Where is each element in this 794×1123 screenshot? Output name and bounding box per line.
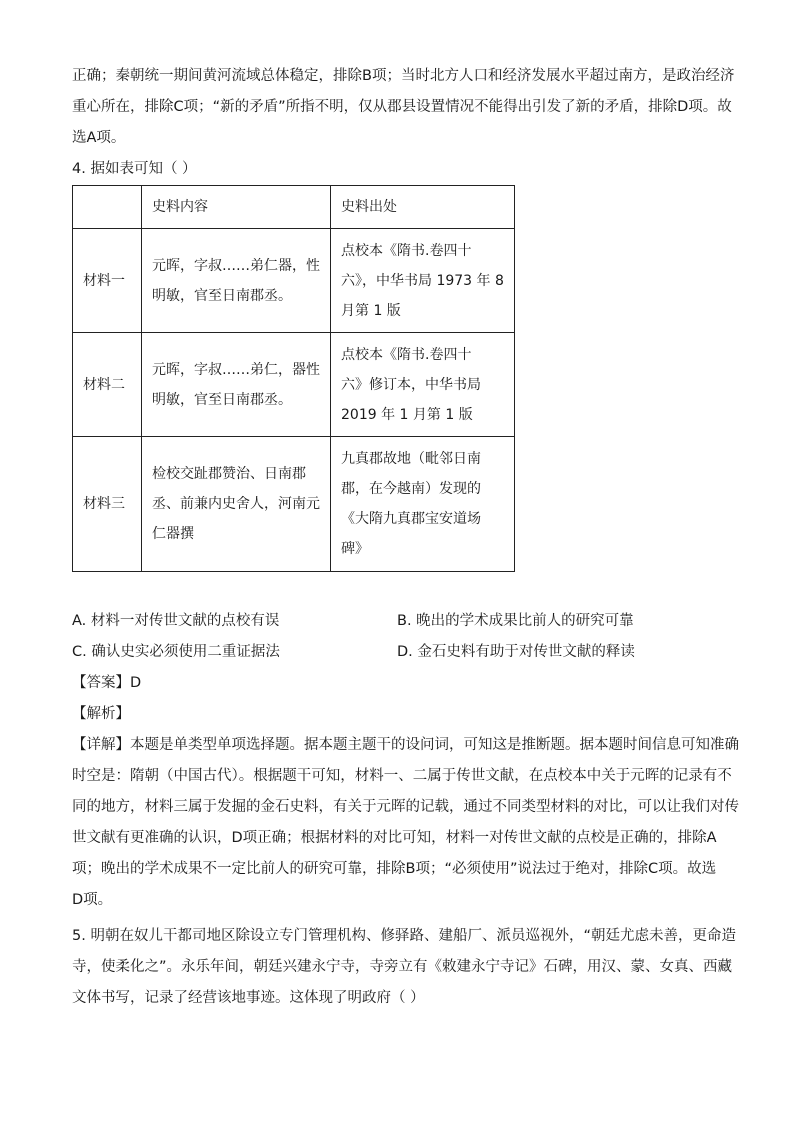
option-d: D. 金石史料有助于对传世文献的释读: [397, 644, 635, 660]
cell-line: 郡，在今越南）发现的: [341, 481, 481, 497]
intro-line: 重心所在，排除C项；“新的矛盾”所指不明，仅从郡县设置情况不能得出引发了新的矛盾，排除D项。故: [72, 99, 732, 115]
question-4-stem: 4. 据如表可知（ ）: [72, 161, 197, 177]
source-cell: [331, 437, 515, 572]
detail-line: D项。: [72, 892, 113, 908]
cell-line: 六》修订本，中华书局: [341, 376, 481, 393]
cell-line: 月第 1 版: [341, 302, 401, 319]
cell-line: 六》，中华书局 1973 年 8: [341, 272, 504, 289]
intro-line: 正确；秦朝统一期间黄河流域总体稳定，排除B项；当时北方人口和经济发展水平超过南方，是政治经济: [72, 68, 735, 84]
cell-line: 碑》: [341, 541, 369, 557]
option-c: C. 确认史实必须使用二重证据法: [72, 644, 280, 660]
cell-line: 元晖，字叔……弟仁，器性: [152, 361, 320, 378]
question-5-line: 文体书写，记录了经营该地事迹。这体现了明政府（ ）: [72, 990, 425, 1006]
intro-line: 选A项。: [72, 130, 126, 146]
cell-line: 明敏，官至日南郡丞。: [152, 391, 292, 408]
cell-line: 点校本《隋书.卷四十: [341, 346, 472, 363]
row-label: 材料三: [73, 437, 142, 572]
source-cell: [331, 229, 515, 333]
cell-line: 仁器撰: [152, 526, 194, 542]
table-row: [73, 229, 515, 333]
detail-line: 同的地方，材料三属于发掘的金石史料，有关于元晖的记载，通过不同类型材料的对比，可以让我们对传: [72, 799, 739, 815]
table-row: [73, 333, 515, 437]
source-cell: [331, 333, 515, 437]
question-5-line: 5. 明朝在奴儿干都司地区除设立专门管理机构、修驿路、建船厂、派员巡视外，“朝廷尤虑未善，更命造: [72, 928, 736, 944]
content-cell: [142, 437, 331, 572]
row-label: 材料一: [73, 229, 142, 333]
cell-line: 丞、前兼内史舍人，河南元: [152, 496, 320, 512]
detail-line: 【详解】本题是单类型单项选择题。据本题主题干的设问词，可知这是推断题。据本题时间信息可知准确: [72, 737, 739, 753]
detail-line: 世文献有更准确的认识，D项正确；根据材料的对比可知，材料一对传世文献的点校是正确的，排除A: [72, 830, 717, 846]
source-table: [72, 185, 515, 572]
cell-line: 《大隋九真郡宝安道场: [341, 511, 481, 527]
cell-line: 2019 年 1 月第 1 版: [341, 406, 473, 423]
cell-line: 九真郡故地（毗邻日南: [341, 451, 481, 467]
table-header-cell: [73, 186, 142, 229]
cell-line: 点校本《隋书.卷四十: [341, 242, 472, 259]
analysis-label: 【解析】: [72, 706, 130, 722]
option-a: A. 材料一对传世文献的点校有误: [72, 613, 280, 629]
table-row: [73, 437, 515, 572]
answer-line: 【答案】D: [72, 675, 142, 691]
row-label: 材料二: [73, 333, 142, 437]
question-5-line: 寺，使柔化之”。永乐年间，朝廷兴建永宁寺，寺旁立有《敕建永宁寺记》石碑，用汉、蒙、女真、西藏: [72, 959, 733, 975]
option-b: B. 晚出的学术成果比前人的研究可靠: [397, 613, 634, 629]
table-header-cell: 史料出处: [331, 186, 515, 229]
cell-line: 检校交趾郡赞治、日南郡: [152, 466, 306, 482]
content-cell: [142, 333, 331, 437]
content-cell: [142, 229, 331, 333]
cell-line: 明敏，官至日南郡丞。: [152, 287, 292, 304]
cell-line: 元晖，字叔……弟仁器，性: [152, 257, 320, 274]
table-header-cell: 史料内容: [142, 186, 331, 229]
table-header-row: [73, 186, 515, 229]
detail-line: 项；晚出的学术成果不一定比前人的研究可靠，排除B项；“必须使用”说法过于绝对，排除C项。故选: [72, 861, 717, 877]
detail-line: 时空是：隋朝（中国古代）。根据题干可知，材料一、二属于传世文献，在点校本中关于元晖的记录有不: [72, 768, 732, 784]
